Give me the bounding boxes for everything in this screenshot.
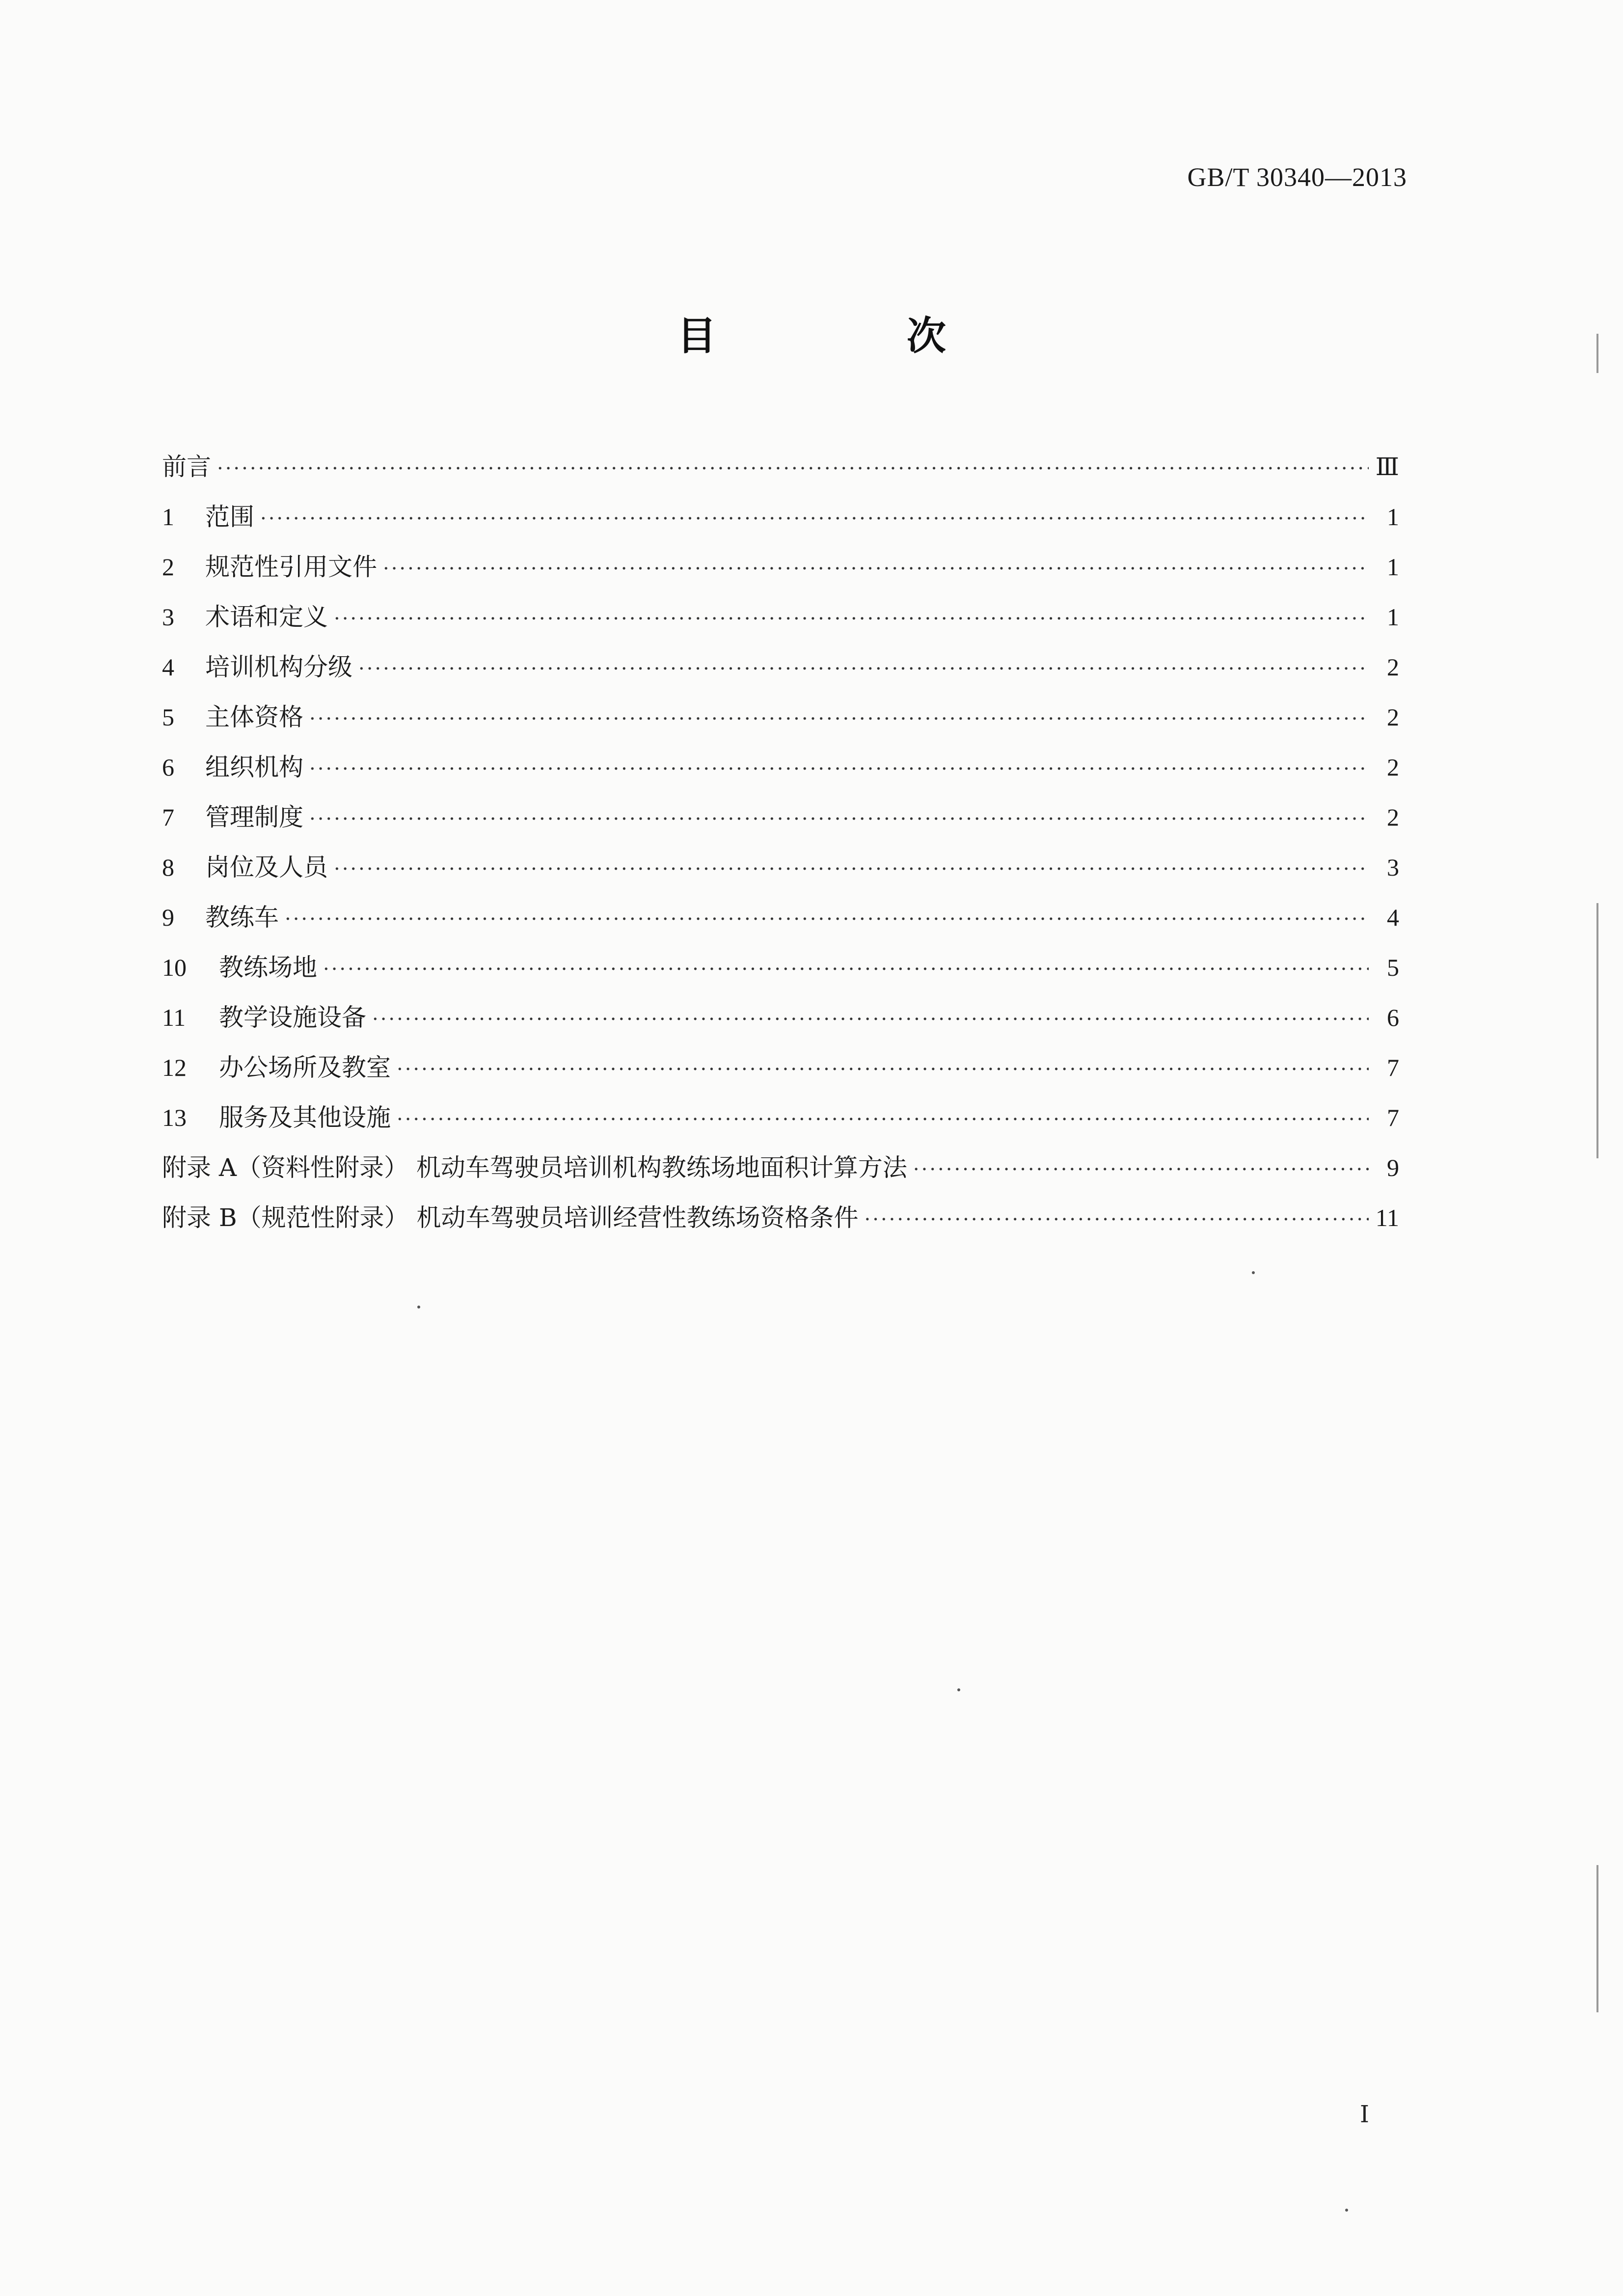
toc-entry-11[interactable]	[162, 992, 1399, 1042]
toc-leader-dots	[217, 444, 1369, 494]
toc-entry-label: 教学设施设备	[219, 1003, 366, 1032]
toc-entry-number: 5	[162, 703, 174, 731]
toc-entry-label: 规范性引用文件	[205, 553, 377, 581]
toc-leader-dots	[260, 494, 1369, 544]
toc-entry-label: 附录 A（资料性附录） 机动车驾驶员培训机构教练场地面积计算方法	[162, 1153, 907, 1182]
toc-entry-5[interactable]	[162, 692, 1399, 742]
toc-leader-dots	[323, 944, 1369, 994]
toc-leader-dots	[309, 694, 1369, 744]
toc-entry-label: 附录 B（规范性附录） 机动车驾驶员培训经营性教练场资格条件	[162, 1203, 859, 1232]
toc-entry-number: 11	[162, 1004, 186, 1031]
toc-entry-8[interactable]	[162, 842, 1399, 892]
scan-edge-mark	[1596, 903, 1598, 1158]
toc-leader-dots	[309, 744, 1369, 794]
toc-leader-dots	[309, 794, 1369, 844]
toc-leader-dots	[334, 844, 1369, 894]
toc-entry-label: 教练车	[205, 903, 279, 932]
toc-entry-number: 8	[162, 854, 174, 881]
toc-entry-page: 4	[1387, 904, 1399, 931]
toc-entry-page: 2	[1387, 803, 1399, 831]
toc-entry-label: 岗位及人员	[205, 853, 328, 881]
toc-leader-dots	[372, 994, 1369, 1044]
scan-speck	[1345, 2209, 1348, 2212]
toc-entry-number: 1	[162, 503, 174, 531]
toc-leader-dots	[397, 1044, 1369, 1095]
toc-entry-page: 9	[1387, 1154, 1399, 1181]
toc-entry-7[interactable]	[162, 792, 1399, 842]
toc-leader-dots	[383, 544, 1369, 594]
table-of-contents	[162, 442, 1399, 1243]
toc-entry-label: 组织机构	[205, 753, 303, 781]
scan-speck	[417, 1306, 420, 1308]
toc-entry-2[interactable]	[162, 542, 1399, 592]
toc-entry-appendix-a[interactable]	[162, 1143, 1399, 1193]
toc-leader-dots	[397, 1095, 1369, 1145]
toc-leader-dots	[285, 894, 1369, 944]
scan-speck	[1252, 1271, 1255, 1274]
toc-entry-page: 7	[1387, 1104, 1399, 1131]
toc-leader-dots	[334, 594, 1369, 644]
toc-entry-9[interactable]	[162, 892, 1399, 942]
toc-entry-page: 1	[1387, 503, 1399, 531]
toc-entry-3[interactable]	[162, 592, 1399, 642]
toc-entry-number: 4	[162, 653, 174, 681]
toc-entry-label: 服务及其他设施	[219, 1103, 391, 1132]
toc-entry-page: 3	[1387, 854, 1399, 881]
toc-leader-dots	[913, 1145, 1369, 1195]
toc-entry-label: 教练场地	[219, 953, 317, 982]
toc-entry-label: 主体资格	[205, 703, 303, 731]
toc-entry-page: 2	[1387, 653, 1399, 681]
toc-entry-page: 11	[1375, 1204, 1399, 1231]
toc-entry-4[interactable]	[162, 642, 1399, 692]
toc-entry-13[interactable]	[162, 1093, 1399, 1143]
toc-entry-number: 9	[162, 904, 174, 931]
toc-entry-number: 7	[162, 803, 174, 831]
toc-entry-number: 3	[162, 603, 174, 631]
toc-entry-number: 6	[162, 753, 174, 781]
toc-entry-page: 2	[1387, 753, 1399, 781]
toc-entry-page: 2	[1387, 703, 1399, 731]
scan-edge-mark	[1596, 334, 1598, 373]
toc-entry-label: 前言	[162, 453, 211, 481]
toc-entry-6[interactable]	[162, 742, 1399, 792]
toc-entry-page: 1	[1387, 553, 1399, 581]
toc-entry-12[interactable]	[162, 1042, 1399, 1093]
toc-entry-label: 办公场所及教室	[219, 1053, 391, 1082]
scan-edge-mark	[1596, 1865, 1598, 2012]
toc-entry-label: 范围	[205, 503, 254, 531]
scan-speck	[957, 1688, 960, 1691]
toc-title: 目 次	[677, 313, 1034, 359]
document-code: GB/T 30340—2013	[1187, 162, 1407, 192]
toc-entry-10[interactable]	[162, 942, 1399, 992]
page-number: Ⅰ	[1360, 2102, 1369, 2128]
toc-entry-page: Ⅲ	[1375, 453, 1399, 481]
toc-entry-page: 1	[1387, 603, 1399, 631]
toc-entry-foreword[interactable]	[162, 442, 1399, 492]
toc-entry-page: 6	[1387, 1004, 1399, 1031]
toc-leader-dots	[358, 644, 1369, 694]
toc-entry-label: 术语和定义	[205, 603, 328, 631]
toc-entry-number: 10	[162, 954, 187, 981]
toc-entry-label: 培训机构分级	[205, 653, 352, 681]
toc-entry-appendix-b[interactable]	[162, 1193, 1399, 1243]
toc-leader-dots	[865, 1195, 1369, 1245]
toc-entry-number: 2	[162, 553, 174, 581]
toc-entry-number: 13	[162, 1104, 187, 1131]
toc-entry-number: 12	[162, 1054, 187, 1081]
toc-entry-page: 5	[1387, 954, 1399, 981]
toc-entry-1[interactable]	[162, 492, 1399, 542]
toc-entry-page: 7	[1387, 1054, 1399, 1081]
toc-entry-label: 管理制度	[205, 803, 303, 831]
